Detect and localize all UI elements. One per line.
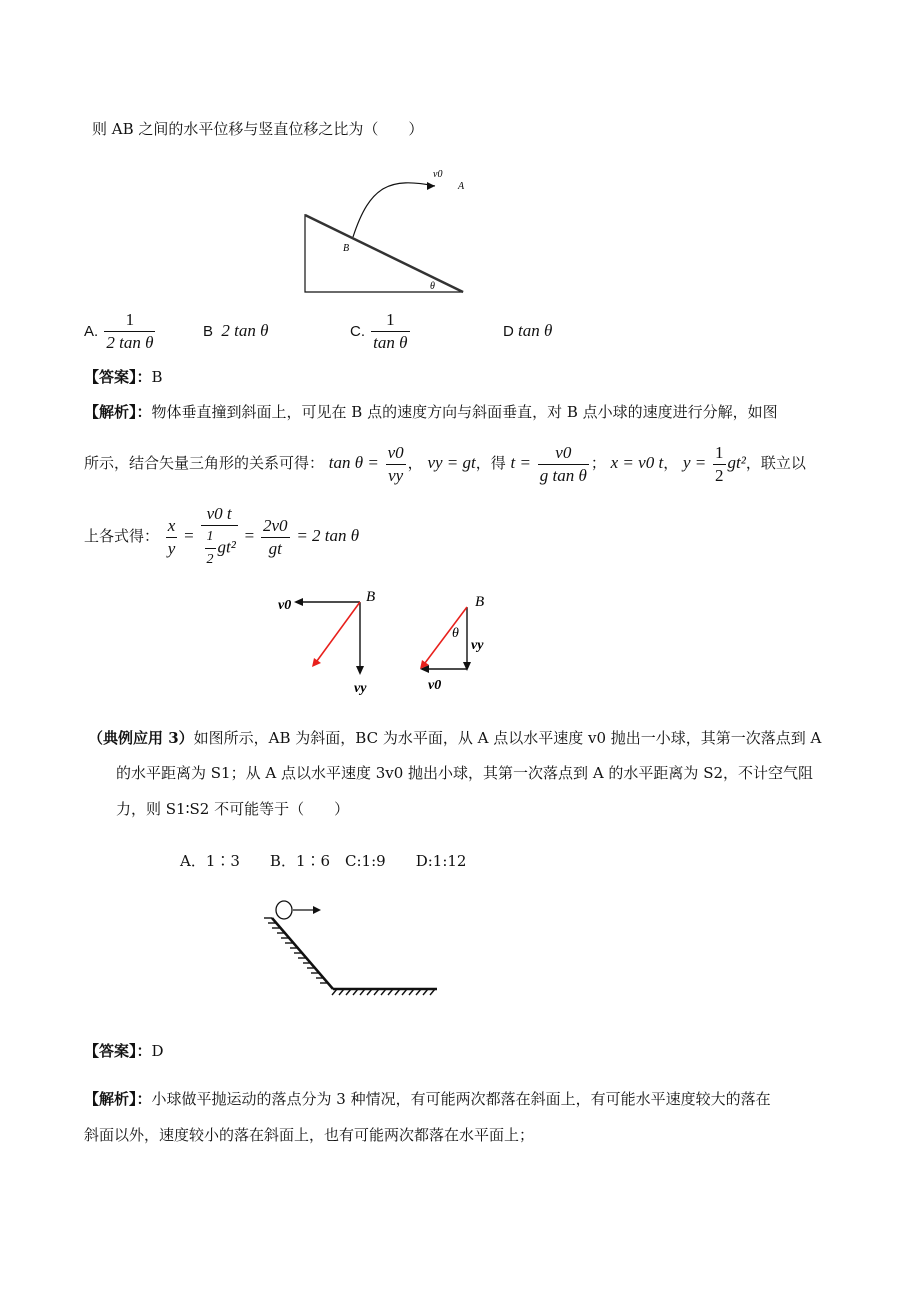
label-A: A xyxy=(458,181,465,192)
eq-y-fraction: $\frac{1}{2}$ xyxy=(715,442,724,485)
resultant-vector-left xyxy=(314,602,360,665)
analysis-line-1: 【解析】：物体垂直撞到斜面上，可见在 B 点的速度方向与斜面垂直，对 B 点小球的速度进行分解，如图 xyxy=(84,403,778,421)
analysis-line-2: 所示，结合矢量三角形的关系可得： tan θ = $\frac{v0}{vy}$ ， vy = gt，得 t = $\frac{v0}{\text{g tan θ}}$ ； x = v0 t， y = $\frac{1}{2}$ gt²，联立以 xyxy=(84,442,806,485)
q3-line-3: 力，则 S1∶S2 不可能等于（ ） xyxy=(116,800,350,818)
ball-icon xyxy=(276,901,292,919)
q3-options[interactable]: A．1∶3 B．1∶6 C:1:9 D:1:12 xyxy=(180,852,467,870)
slope-figure xyxy=(255,898,445,1000)
label-v0: v0 xyxy=(433,169,443,180)
label-B-left: B xyxy=(366,589,376,605)
label-theta: θ xyxy=(430,281,435,292)
q3-analysis-line-1: 【解析】：小球做平抛运动的落点分为 3 种情况，有可能两次都落在斜面上，有可能水平速度较大的落在 xyxy=(84,1090,771,1108)
q3-analysis-line-2: 斜面以外，速度较小的落在斜面上，也有可能两次都落在水平面上； xyxy=(84,1126,535,1144)
vector-decomposition-figure xyxy=(270,585,500,710)
eq-ratio-fraction-3: $\frac{2v0}{gt}$ xyxy=(262,515,288,558)
incline-surface xyxy=(305,215,463,292)
eq-ratio-fraction-1: $\frac{x}{y}$ xyxy=(167,515,176,558)
label-B-right: B xyxy=(475,594,485,610)
option-b[interactable]: B 2 tan θ xyxy=(203,321,269,340)
eq-ratio-fraction-2: v0 t $\frac{1}{2}$ gt² xyxy=(201,503,238,571)
label-vy-right: vy xyxy=(471,638,484,653)
eq-tan-fraction: $\frac{v0}{vy}$ xyxy=(387,442,404,485)
trajectory-curve xyxy=(353,183,435,237)
resultant-vector-right xyxy=(422,607,467,667)
answer-line: 【答案】：B xyxy=(84,368,163,386)
label-vy-left: vy xyxy=(354,681,367,696)
option-a-fraction: $\frac{1}{\text{2 tan θ}}$ xyxy=(106,310,154,352)
label-v0-right: v0 xyxy=(428,678,442,693)
option-c-fraction: $\frac{1}{\text{tan θ}}$ xyxy=(373,310,408,352)
slope-hatching xyxy=(264,918,328,983)
incline-figure xyxy=(295,165,485,300)
trajectory-arrowhead xyxy=(427,182,435,190)
q3-line-1: （典例应用 3）如图所示，AB 为斜面，BC 为水平面，从 A 点以水平速度 v0 抛出一小球，其第一次落点到 A xyxy=(88,729,822,747)
option-c[interactable]: C. $\frac{1}{\text{tan θ}}$ xyxy=(350,310,408,352)
eq-t-fraction: $\frac{v0}{\text{g tan θ}}$ xyxy=(539,442,587,485)
analysis-line-3: 上各式得： $\frac{x}{y}$ = v0 t $\frac{1}{2}$ gt² = $\frac{2v0}{gt}$ = 2 tan θ xyxy=(84,500,359,572)
question-stem: 则 AB 之间的水平位移与竖直位移之比为（ ） xyxy=(92,120,424,138)
q3-answer-line: 【答案】：D xyxy=(84,1042,164,1060)
q3-line-2: 的水平距离为 S1；从 A 点以水平速度 3v0 抛出小球，其第一次落点到 A 的水平距离为 S2，不计空气阻 xyxy=(116,764,814,782)
label-v0-left: v0 xyxy=(278,598,292,613)
option-a[interactable]: A. $\frac{1}{\text{2 tan θ}}$ xyxy=(84,310,154,352)
label-theta-right: θ xyxy=(452,626,459,641)
option-d[interactable]: D tan θ xyxy=(503,321,553,340)
label-B: B xyxy=(343,243,350,254)
